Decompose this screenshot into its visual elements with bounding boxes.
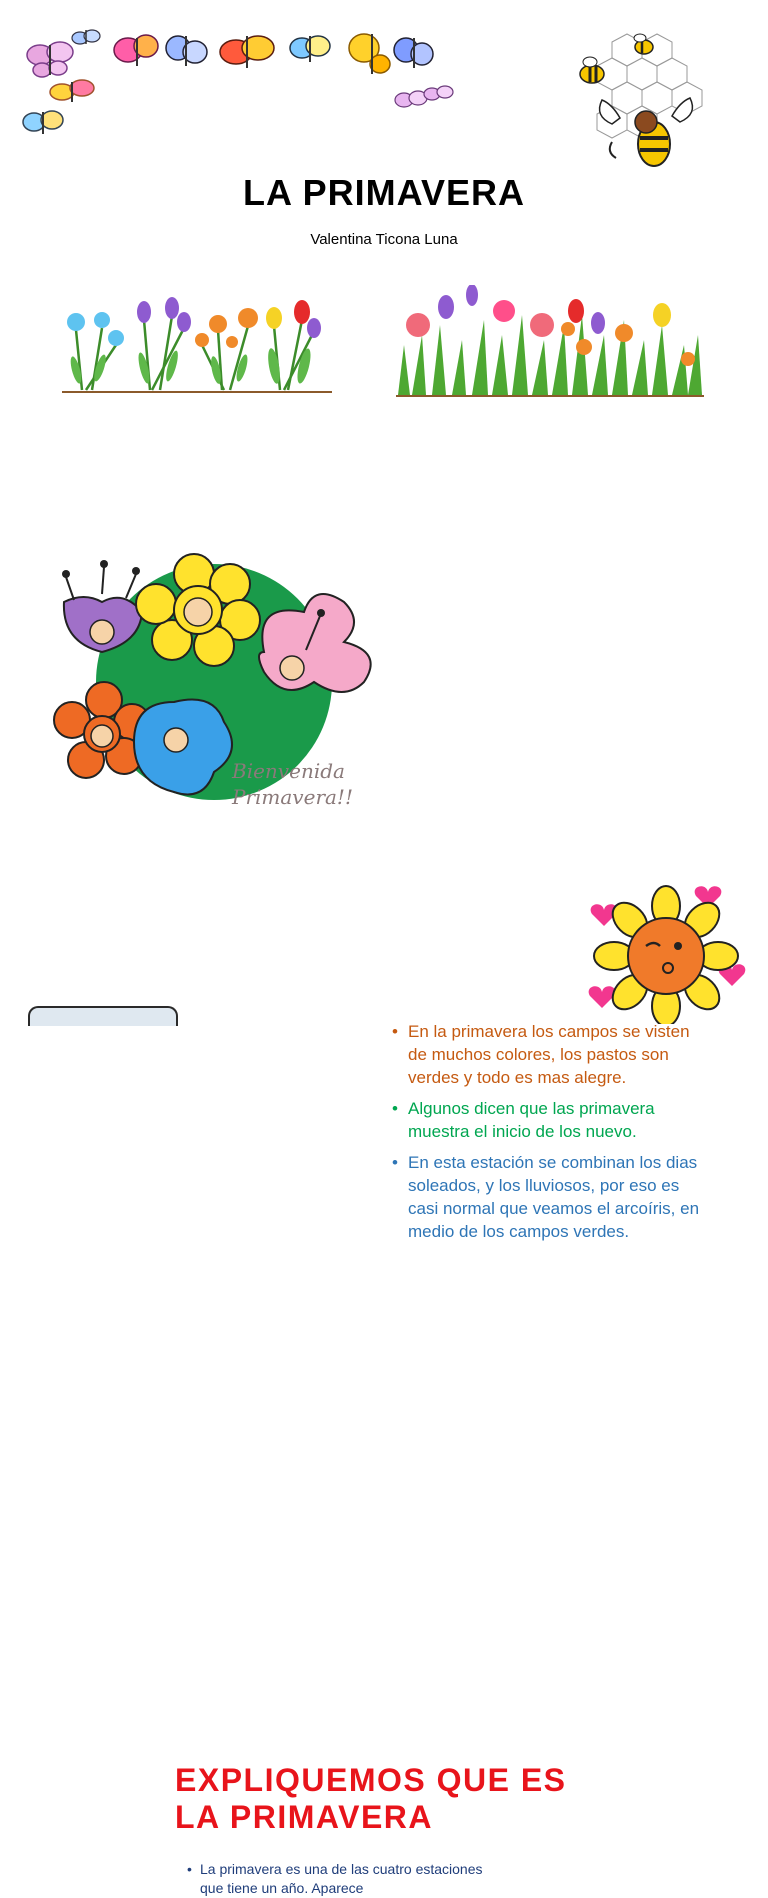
slide-2-bullet-list <box>392 1020 712 1251</box>
bullet-icon: • <box>392 1099 398 1118</box>
slide-3-heading: EXPLIQUEMOS QUE ES LA PRIMAVERA <box>175 1762 567 1835</box>
butterflies-illustration <box>20 20 460 150</box>
bullet-item <box>392 1097 712 1143</box>
butterfly-icon <box>27 42 73 77</box>
bees-honeycomb-illustration <box>572 32 712 177</box>
bee-icon <box>580 57 604 83</box>
butterfly-icon <box>23 111 63 134</box>
purple-flower-icon <box>62 560 142 652</box>
bullet-item <box>392 1151 712 1243</box>
bullet-icon: • <box>392 1153 398 1172</box>
bullet-text: En esta estación se combinan los dias soleados, y los lluviosos, por eso es casi normal que veamos el arcoíris, en medio de los campos verdes. <box>408 1153 700 1241</box>
sunflower-character-illustration <box>580 884 750 1024</box>
butterfly-icon <box>395 86 453 107</box>
slide-3-illustration-partial <box>28 1006 178 1026</box>
bullet-text: Algunos dicen que las primavera muestra el inicio de los nuevo. <box>408 1099 655 1141</box>
illustration-caption: Bienvenida Primavera!! <box>232 759 353 809</box>
butterfly-icon <box>394 38 433 68</box>
bullet-icon: • <box>187 1861 192 1877</box>
bullet-text: En la primavera los campos se visten de muchos colores, los pastos son verdes y todo es mas alegre. <box>408 1022 690 1087</box>
bullet-item <box>392 1020 712 1089</box>
slide-1 <box>0 0 768 470</box>
flowers-illustration-right <box>392 285 708 400</box>
bee-icon <box>634 34 653 54</box>
butterfly-icon <box>50 80 94 102</box>
bullet-item <box>187 1860 507 1898</box>
slide-2 <box>0 470 768 1241</box>
butterfly-icon <box>72 30 100 44</box>
butterfly-icon <box>166 36 207 66</box>
butterfly-icon <box>290 36 330 62</box>
butterfly-icon <box>220 36 274 68</box>
bullet-text: La primavera es una de las cuatro estaciones que tiene un año. Aparece <box>200 1861 483 1896</box>
presentation-title: LA PRIMAVERA <box>243 172 525 213</box>
butterfly-icon <box>114 35 158 66</box>
butterfly-icon <box>349 34 390 74</box>
flowers-illustration-left <box>52 290 342 400</box>
slide-3-bullet-list <box>187 1860 507 1898</box>
bullet-icon: • <box>392 1022 398 1041</box>
author-name: Valentina Ticona Luna <box>310 231 458 248</box>
